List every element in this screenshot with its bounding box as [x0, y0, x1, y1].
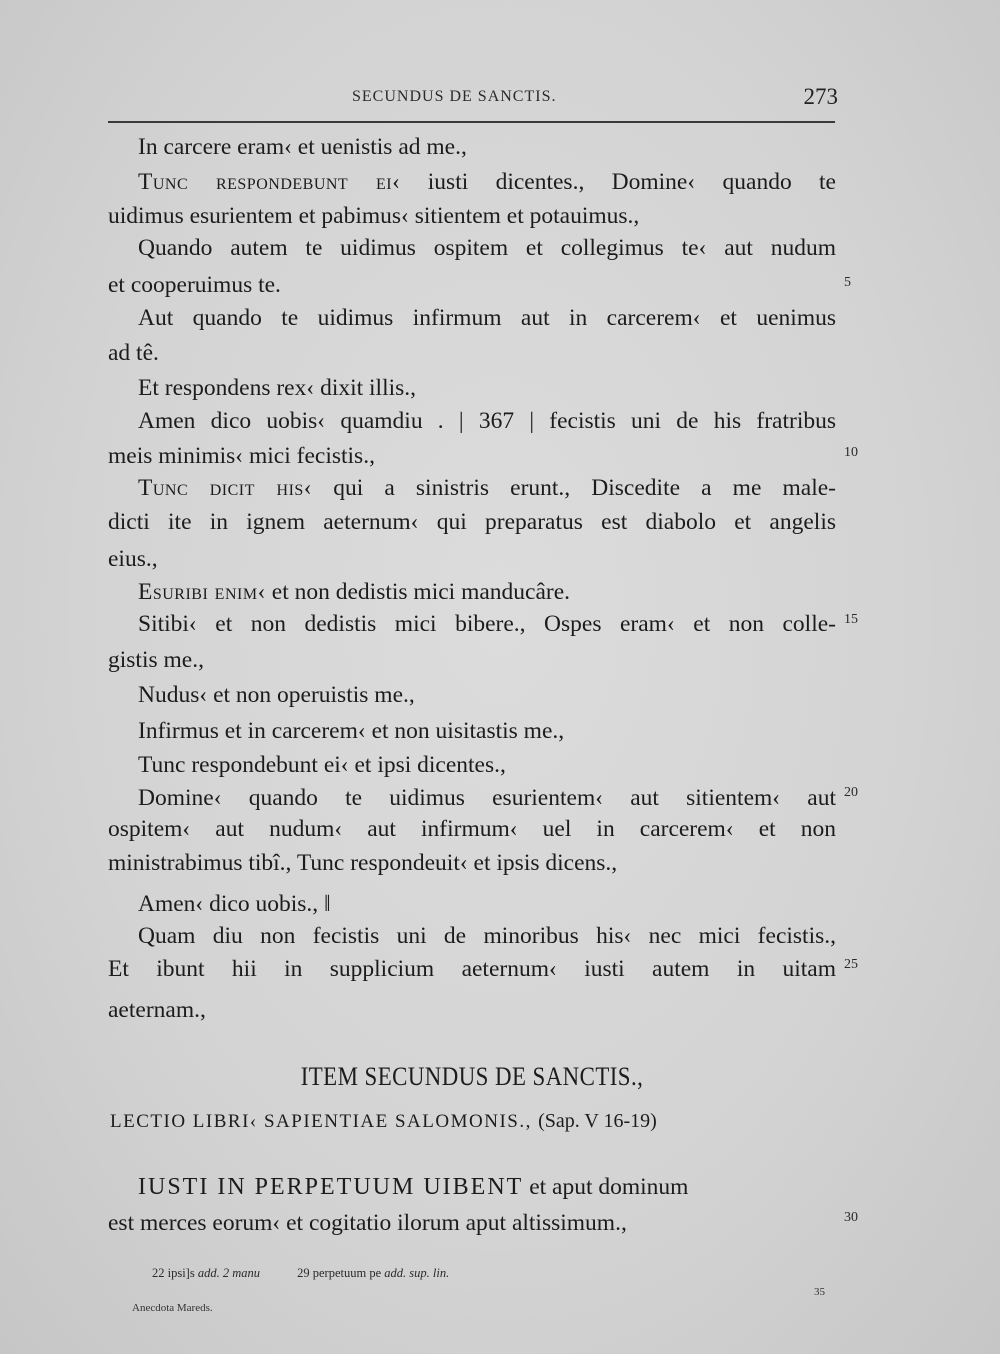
text-line: In carcere eram‹ et uenistis ad me., — [138, 134, 467, 160]
text-line: Tunc dicit his‹ qui a sinistris erunt., Discedite a me male- — [138, 475, 836, 501]
running-title: SECUNDUS DE SANCTIS. — [352, 88, 557, 105]
text-line: dicti ite in ignem aeternum‹ qui preparatus est diabolo et angelis — [108, 509, 836, 535]
running-head — [108, 86, 838, 116]
text-line: ad tê. — [108, 340, 159, 366]
line-number: 10 — [844, 445, 858, 460]
text-line: est merces eorum‹ et cogitatio ilorum aput altissimum., — [108, 1210, 627, 1236]
line-number: 30 — [844, 1210, 858, 1225]
text-line: eius., — [108, 546, 158, 572]
opening-line: IUSTI IN PERPETUUM UIBENT et aput dominum — [138, 1174, 689, 1200]
lection-title: LECTIO LIBRI‹ SAPIENTIAE SALOMONIS., — [110, 1111, 532, 1132]
text-line: Quando autem te uidimus ospitem et collegimus te‹ aut nudum — [138, 235, 836, 261]
footnote: 22 ipsi]s add. 2 manu — [152, 1266, 260, 1280]
text-line: aeternam., — [108, 997, 206, 1023]
page-number: 273 — [803, 84, 838, 109]
text-line: Tunc respondebunt ei‹ iusti dicentes., Domine‹ quando te — [138, 169, 836, 195]
text-line: Et ibunt hii in supplicium aeternum‹ iusti autem in uitam — [108, 956, 836, 982]
text-line: et cooperuimus te. — [108, 272, 281, 298]
text-line: Esuribi enim‹ et non dedistis mici manducâre. — [138, 579, 571, 605]
text-line: Tunc respondebunt ei‹ et ipsi dicentes., — [138, 752, 506, 778]
line-number: 20 — [844, 785, 858, 800]
text-line: Domine‹ quando te uidimus esurientem‹ aut sitientem‹ aut — [138, 785, 836, 811]
header-rule — [108, 121, 835, 123]
footnote: 29 perpetuum pe add. sup. lin. — [297, 1266, 450, 1280]
text-line: Aut quando te uidimus infirmum aut in carcerem‹ et uenimus — [138, 305, 836, 331]
text-line: ospitem‹ aut nudum‹ aut infirmum‹ uel in carcerem‹ et non — [108, 816, 836, 842]
line-number: 5 — [844, 275, 851, 290]
printer-signature: Anecdota Mareds. — [132, 1302, 213, 1314]
text-line: Amen‹ dico uobis., ‖ — [138, 891, 331, 917]
text-line: Quam diu non fecistis uni de minoribus his‹ nec mici fecistis., — [138, 923, 836, 949]
lection-reference: (Sap. V 16-19) — [538, 1110, 657, 1132]
text-line: Infirmus et in carcerem‹ et non uisitastis me., — [138, 718, 565, 744]
text-line: uidimus esurientem et pabimus‹ sitientem et potauimus., — [108, 203, 640, 229]
sheet-number: 35 — [814, 1286, 825, 1298]
text-line: Et respondens rex‹ dixit illis., — [138, 375, 417, 401]
section-heading: ITEM SECUNDUS DE SANCTIS., — [300, 1062, 644, 1091]
text-line: Nudus‹ et non operuistis me., — [138, 682, 415, 708]
text-line: meis minimis‹ mici fecistis., — [108, 443, 375, 469]
text-line: ministrabimus tibî., Tunc respondeuit‹ et ipsis dicens., — [108, 850, 618, 876]
text-line: gistis me., — [108, 647, 204, 673]
lection-heading — [110, 1110, 838, 1133]
line-number: 15 — [844, 612, 858, 627]
footnotes — [152, 1266, 483, 1281]
text-line: Sitibi‹ et non dedistis mici bibere., Ospes eram‹ et non colle- — [138, 611, 836, 637]
line-number: 25 — [844, 957, 858, 972]
text-line: Amen dico uobis‹ quamdiu . | 367 | fecistis uni de his fratribus — [138, 408, 836, 434]
opening-caps: IUSTI IN PERPETUUM UIBENT — [138, 1174, 524, 1200]
